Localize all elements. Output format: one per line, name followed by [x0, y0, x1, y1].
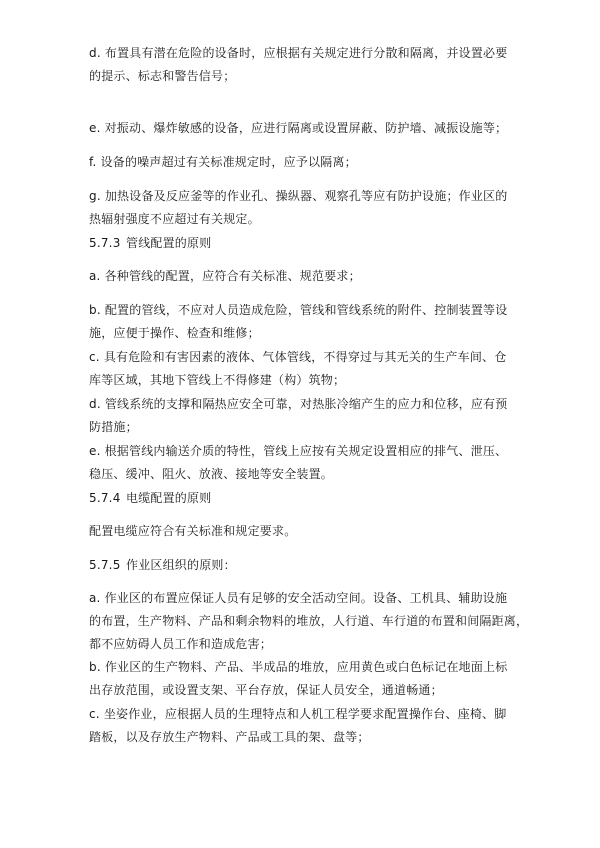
paragraph-c-hazardous-pipelines: [89, 346, 519, 392]
paragraph-b-material-storage: [89, 656, 519, 702]
paragraph-a-pipeline-standards: [89, 265, 519, 288]
text-line: a. 各种管线的配置，应符合有关标准、规范要求；: [89, 269, 361, 283]
text-line: a. 作业区的布置应保证人员有足够的安全活动空间。设备、工机具、辅助设施: [89, 591, 508, 605]
text-line: b. 作业区的生产物料、产品、半成品的堆放，应用黄色或白色标记在地面上标: [89, 660, 508, 674]
paragraph-e-safety-devices: [89, 440, 519, 486]
text-line: 稳压、缓冲、阻火、放液、接地等安全装置。: [89, 467, 334, 481]
text-line: c. 具有危险和有害因素的液体、气体管线，不得穿过与其无关的生产车间、仓: [89, 350, 507, 364]
section-number: 5.7.4: [89, 491, 121, 505]
section-title: 管线配置的原则: [126, 236, 212, 250]
text-line: 防措施；: [89, 420, 138, 434]
section-title: 电缆配置的原则: [126, 491, 212, 505]
section-title: 作业区组织的原则：: [126, 558, 236, 572]
paragraph-a-work-area-layout: [89, 587, 529, 656]
paragraph-g-heating: [89, 185, 519, 231]
paragraph-d-pipeline-support: [89, 393, 519, 439]
text-line: e. 对振动、爆炸敏感的设备，应进行隔离或设置屏蔽、防护墙、减振设施等；: [89, 121, 508, 135]
section-number: 5.7.5: [89, 558, 121, 572]
section-heading-5-7-3: [89, 232, 519, 255]
text-line: 库等区域，其地下管线上不得修建（构）筑物；: [89, 373, 346, 387]
text-line: 热辐射强度不应超过有关规定。: [89, 212, 260, 226]
section-heading-5-7-5: [89, 554, 519, 577]
text-line: b. 配置的管线，不应对人员造成危险，管线和管线系统的附件、控制装置等设: [89, 303, 508, 317]
text-line: f. 设备的噪声超过有关标准规定时，应予以隔离；: [89, 155, 357, 169]
text-line: d. 布置具有潜在危险的设备时，应根据有关规定进行分散和隔离，并设置必要: [89, 46, 508, 60]
text-line: 出存放范围，或设置支架、平台存放，保证人员安全，通道畅通；: [89, 683, 443, 697]
text-line: d. 管线系统的支撑和隔热应安全可靠，对热胀冷缩产生的应力和位移，应有预: [89, 397, 508, 411]
text-line: 配置电缆应符合有关标准和规定要求。: [89, 524, 297, 538]
section-heading-5-7-4: [89, 487, 519, 510]
paragraph-e-vibration: [89, 117, 519, 140]
text-line: 踏板，以及存放生产物料、产品或工具的架、盘等；: [89, 730, 370, 744]
paragraph-f-noise: [89, 151, 519, 174]
text-line: 都不应妨碍人员工作和造成危害；: [89, 637, 273, 651]
paragraph-b-pipeline-safety: [89, 299, 519, 345]
paragraph-cable-requirements: [89, 520, 519, 543]
text-line: 的布置，生产物料、产品和剩余物料的堆放，人行道、车行道的布置和间隔距离，: [89, 614, 529, 628]
paragraph-c-seated-work: [89, 703, 519, 749]
text-line: e. 根据管线内输送介质的特性，管线上应按有关规定设置相应的排气、泄压、: [89, 444, 508, 458]
text-line: c. 坐姿作业，应根据人员的生理特点和人机工程学要求配置操作台、座椅、脚: [89, 707, 507, 721]
text-line: 的提示、标志和警告信号；: [89, 69, 236, 83]
text-line: 施，应便于操作、检查和维修；: [89, 326, 260, 340]
section-number: 5.7.3: [89, 236, 121, 250]
text-line: g. 加热设备及反应釜等的作业孔、操纵器、观察孔等应有防护设施；作业区的: [89, 189, 508, 203]
paragraph-d-equipment-isolation: [89, 42, 519, 88]
